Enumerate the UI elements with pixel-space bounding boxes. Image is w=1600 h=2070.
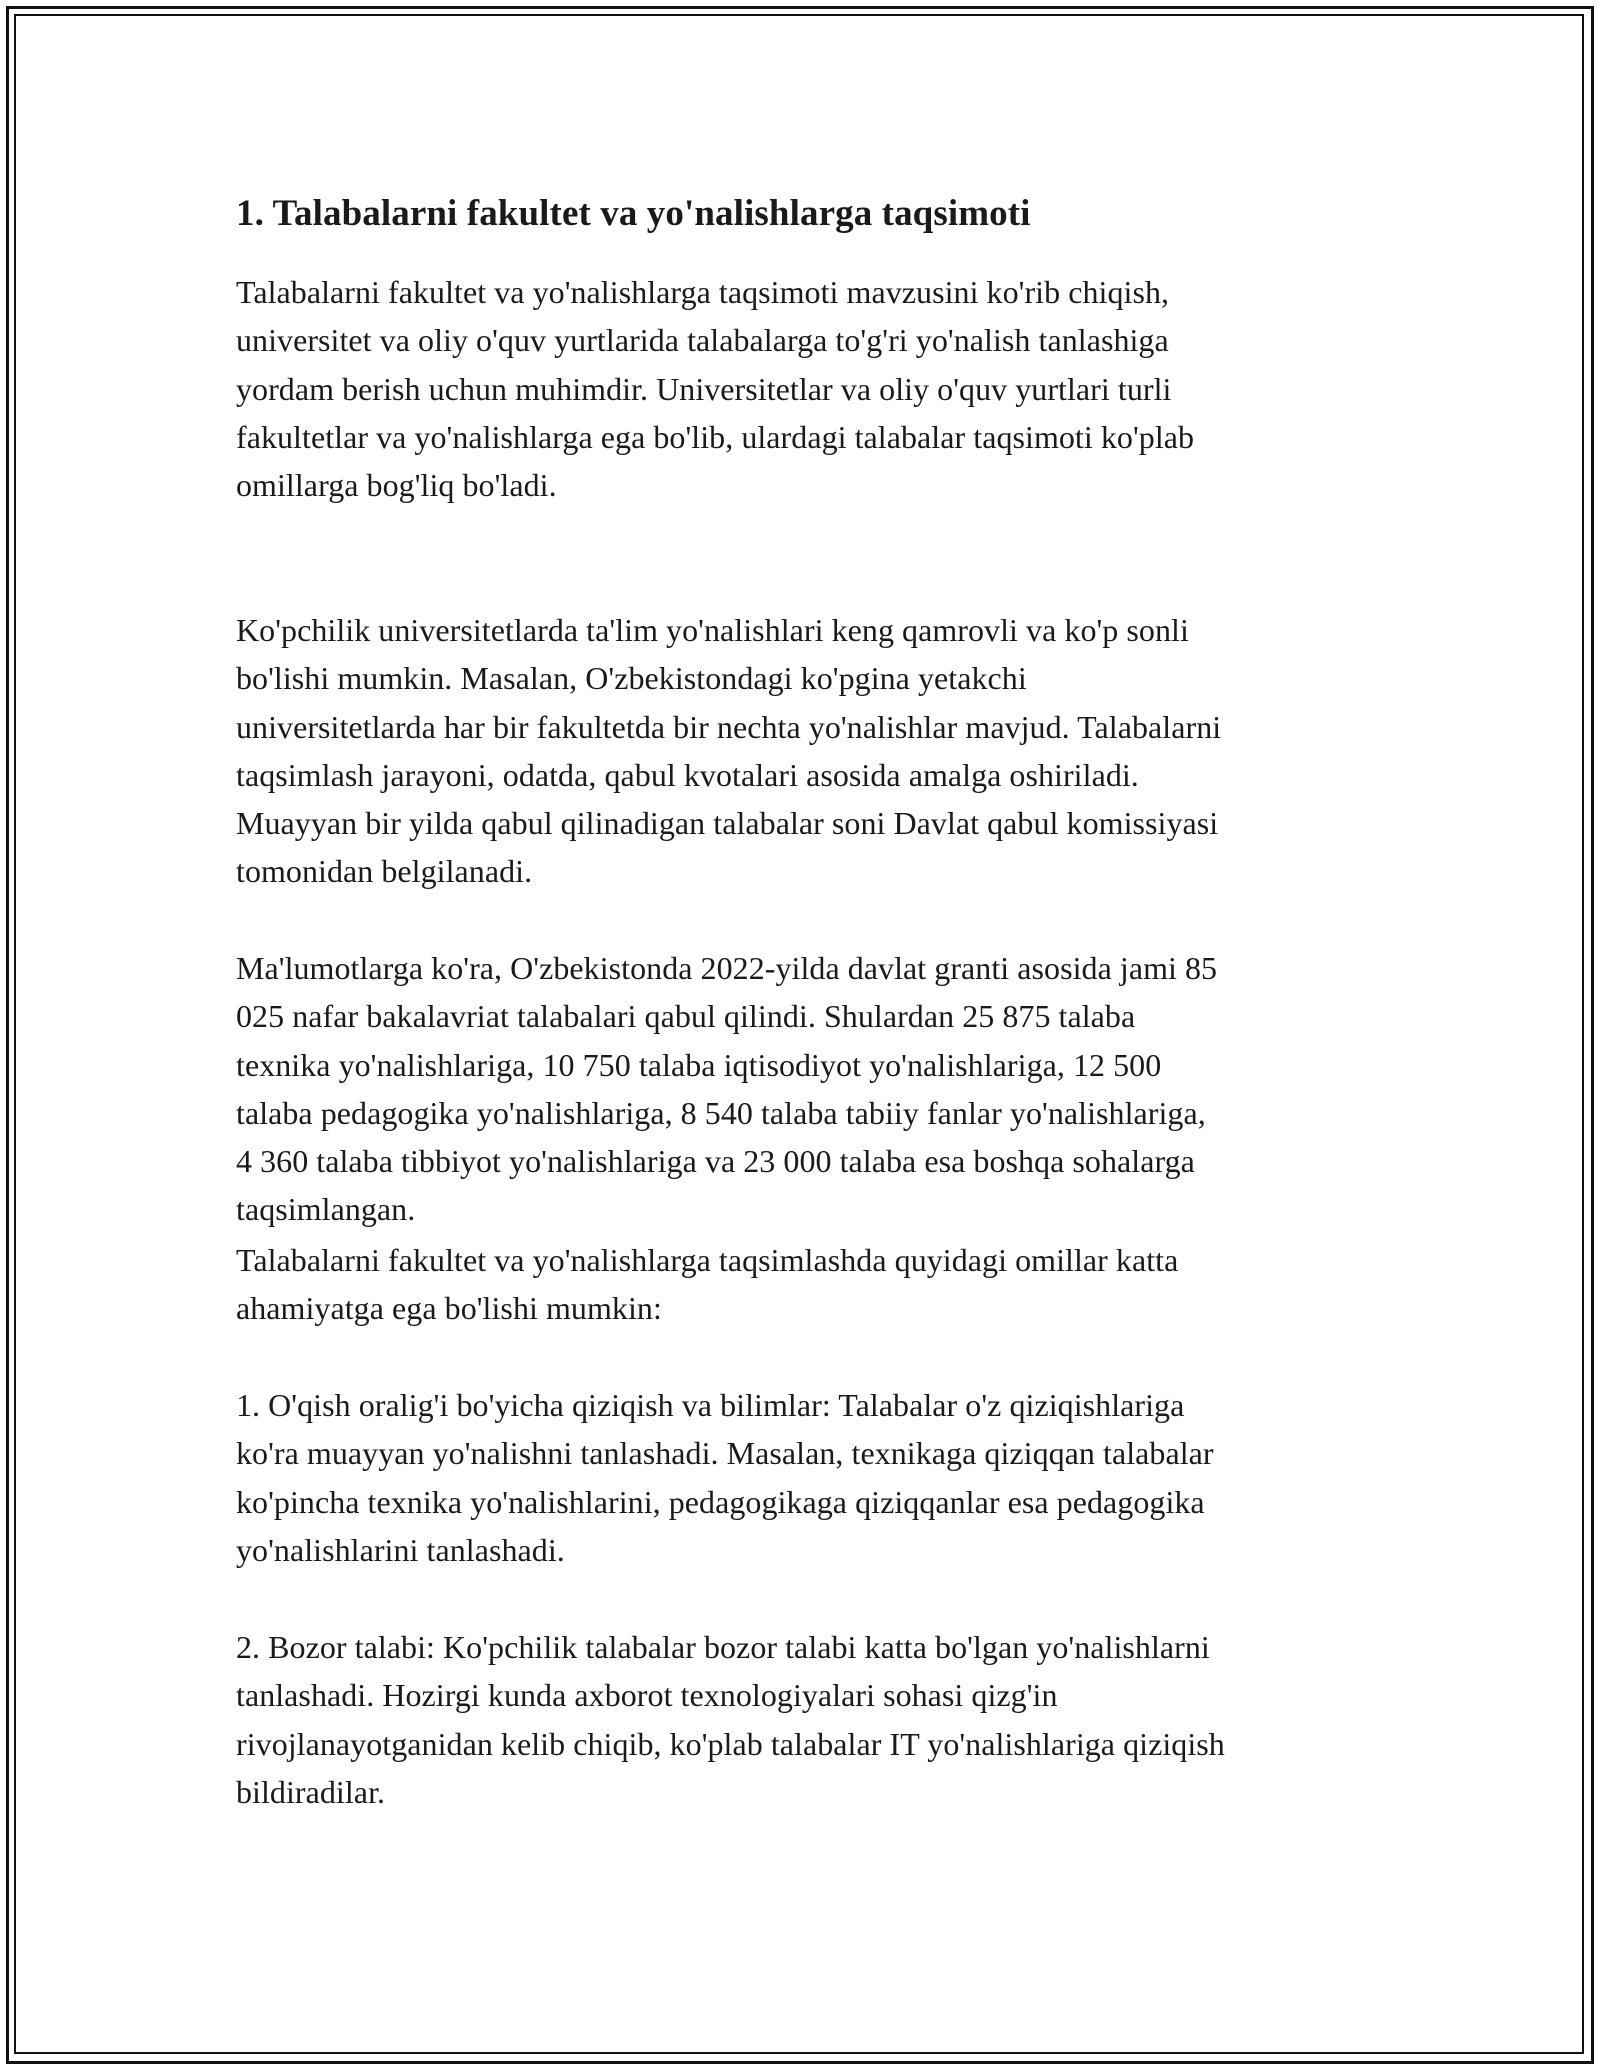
text-line: omillarga bog'liq bo'ladi. bbox=[236, 467, 557, 504]
text-line: bildiradilar. bbox=[236, 1773, 386, 1810]
paragraph-factors-intro bbox=[236, 1236, 1178, 1333]
text-line: ahamiyatga ega bo'lishi mumkin: bbox=[236, 1290, 662, 1327]
text-line: 025 nafar bakalavriat talabalari qabul qilindi. Shulardan 25 875 talaba bbox=[236, 998, 1136, 1035]
paragraph-intro bbox=[236, 268, 1194, 509]
text-line: Muayyan bir yilda qabul qilinadigan talabalar soni Davlat qabul komissiyasi bbox=[236, 805, 1219, 842]
text-line: talaba pedagogika yo'nalishlariga, 8 540 talaba tabiiy fanlar yo'nalishlariga, bbox=[236, 1094, 1206, 1131]
text-line: yo'nalishlarini tanlashadi. bbox=[236, 1531, 565, 1568]
text-line: 4 360 talaba tibbiyot yo'nalishlariga va 23 000 talaba esa boshqa sohalarga bbox=[236, 1143, 1195, 1180]
text-line: ko'ra muayyan yo'nalishni tanlashadi. Masalan, texnikaga qiziqqan talabalar bbox=[236, 1435, 1214, 1472]
text-line: 1. O'qish oralig'i bo'yicha qiziqish va bilimlar: Talabalar o'z qiziqishlariga bbox=[236, 1387, 1185, 1423]
text-line: tomonidan belgilanadi. bbox=[236, 853, 533, 890]
text-line: 2. Bozor talabi: Ko'pchilik talabalar bozor talabi katta bo'lgan yo'nalishlarni bbox=[236, 1629, 1210, 1665]
list-item-market-demand bbox=[236, 1623, 1225, 1816]
document-body bbox=[236, 186, 1366, 1810]
list-item-interests bbox=[236, 1381, 1214, 1574]
text-line: Talabalarni fakultet va yo'nalishlarga taqsimlashda quyidagi omillar katta bbox=[236, 1242, 1179, 1278]
text-line: universitet va oliy o'quv yurtlarida talabalarga to'g'ri yo'nalish tanlashiga bbox=[236, 322, 1169, 359]
paragraph-universities bbox=[236, 606, 1221, 896]
text-line: yordam berish uchun muhimdir. Universitetlar va oliy o'quv yurtlari turli bbox=[236, 370, 1172, 407]
text-line: ko'pincha texnika yo'nalishlarini, pedagogikaga qiziqqanlar esa pedagogika bbox=[236, 1483, 1205, 1520]
text-line: rivojlanayotganidan kelib chiqib, ko'plab talabalar IT yo'nalishlariga qiziqish bbox=[236, 1725, 1225, 1762]
text-line: taqsimlangan. bbox=[236, 1191, 416, 1228]
text-line: tanlashadi. Hozirgi kunda axborot texnologiyalari sohasi qizg'in bbox=[236, 1677, 1058, 1714]
text-line: taqsimlash jarayoni, odatda, qabul kvotalari asosida amalga oshiriladi. bbox=[236, 756, 1139, 793]
text-line: universitetlarda har bir fakultetda bir nechta yo'nalishlar mavjud. Talabalarni bbox=[236, 708, 1222, 745]
paragraph-statistics bbox=[236, 944, 1217, 1234]
text-line: bo'lishi mumkin. Masalan, O'zbekistondagi ko'pgina yetakchi bbox=[236, 660, 1027, 697]
text-line: texnika yo'nalishlariga, 10 750 talaba iqtisodiyot yo'nalishlariga, 12 500 bbox=[236, 1046, 1162, 1083]
text-line: Talabalarni fakultet va yo'nalishlarga taqsimoti mavzusini ko'rib chiqish, bbox=[236, 274, 1170, 310]
text-line: Ma'lumotlarga ko'ra, O'zbekistonda 2022-yilda davlat granti asosida jami 85 bbox=[236, 950, 1218, 986]
text-line: fakultetlar va yo'nalishlarga ega bo'lib, ulardagi talabalar taqsimoti ko'plab bbox=[236, 418, 1195, 455]
text-line: Ko'pchilik universitetlarda ta'lim yo'nalishlari keng qamrovli va ko'p sonli bbox=[236, 612, 1189, 648]
section-heading: 1. Talabalarni fakultet va yo'nalishlarga taqsimoti bbox=[236, 193, 1031, 234]
